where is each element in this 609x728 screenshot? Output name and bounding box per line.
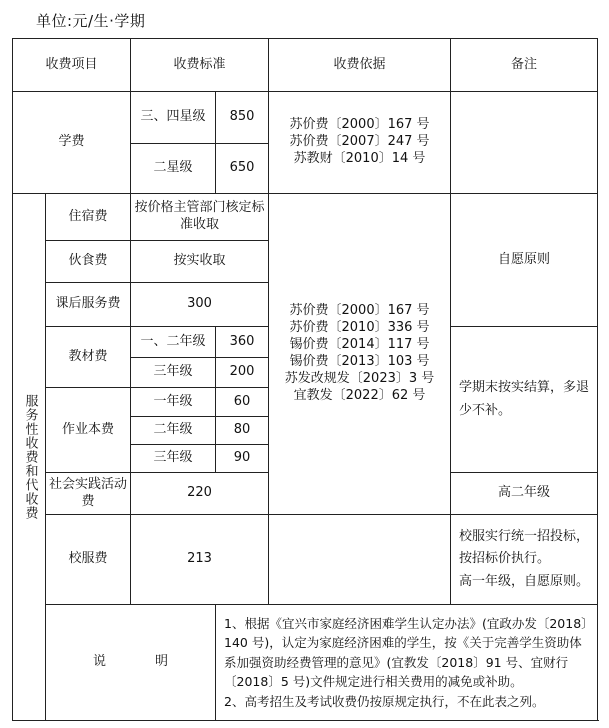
homework-amount: 90 bbox=[216, 445, 269, 473]
explanation-text bbox=[216, 605, 598, 721]
service-group-label bbox=[13, 194, 46, 721]
settlement-remark bbox=[451, 327, 598, 473]
uniform-remark-line: 校服实行统一招投标，按招标价执行。 bbox=[459, 529, 590, 567]
basis-line: 苏价费〔2010〕336 号 bbox=[289, 320, 430, 336]
tuition-grade: 三、四星级 bbox=[131, 92, 216, 144]
homework-label: 作业本费 bbox=[46, 388, 131, 473]
homework-grade: 一年级 bbox=[131, 388, 216, 417]
table-row bbox=[13, 92, 598, 144]
textbook-amount: 200 bbox=[216, 358, 269, 388]
header-basis: 收费依据 bbox=[269, 39, 451, 92]
service-group-text: 服务性收费和代收费 bbox=[22, 394, 38, 520]
uniform-standard: 213 bbox=[131, 515, 269, 605]
service-basis bbox=[269, 194, 451, 515]
basis-line: 苏发改规发〔2023〕3 号 bbox=[284, 370, 435, 386]
textbook-label: 教材费 bbox=[46, 327, 131, 388]
textbook-amount: 360 bbox=[216, 327, 269, 358]
homework-grade: 三年级 bbox=[131, 445, 216, 473]
practice-label: 社会实践活动费 bbox=[46, 473, 131, 515]
tuition-basis bbox=[269, 92, 451, 194]
after-school-label: 课后服务费 bbox=[46, 283, 131, 327]
homework-amount: 80 bbox=[216, 417, 269, 445]
voluntary-remark: 自愿原则 bbox=[451, 194, 598, 327]
textbook-grade: 三年级 bbox=[131, 358, 216, 388]
basis-line: 苏教财〔2010〕14 号 bbox=[293, 150, 426, 166]
header-remark: 备注 bbox=[451, 39, 598, 92]
explanation-label-text: 说 明 bbox=[93, 654, 187, 670]
meals-standard: 按实收取 bbox=[131, 241, 269, 283]
basis-line: 苏价费〔2000〕167 号 bbox=[289, 117, 430, 133]
uniform-basis bbox=[269, 515, 451, 605]
uniform-remark bbox=[451, 515, 598, 605]
accommodation-label: 住宿费 bbox=[46, 194, 131, 241]
basis-line: 锡价费〔2013〕103 号 bbox=[289, 354, 430, 369]
explanation-label bbox=[46, 605, 216, 721]
basis-line: 锡价费〔2014〕117 号 bbox=[289, 337, 430, 353]
practice-remark: 高二年级 bbox=[451, 473, 598, 515]
tuition-amount: 850 bbox=[216, 92, 269, 144]
fee-table bbox=[12, 38, 598, 721]
tuition-grade: 二星级 bbox=[131, 144, 216, 194]
settlement-text: 学期末按实结算，多退少不补。 bbox=[459, 380, 590, 418]
after-school-standard: 300 bbox=[131, 283, 269, 327]
table-row bbox=[13, 515, 598, 605]
explanation-item: 1、根据《宜兴市家庭经济困难学生认定办法》(宜政办发〔2018〕140 号)，认定为家庭经济困难的学生，按《关于完善学生资助体系加强资助经费管理的意见》(宜教发〔2018〕91 号、宜财行〔2018〕5 号)文件规定进行相关费用的减免或补助。 bbox=[224, 616, 588, 690]
uniform-remark-line: 高一年级，自愿原则。 bbox=[459, 573, 590, 589]
basis-line: 苏价费〔2000〕167 号 bbox=[289, 303, 430, 319]
tuition-amount: 650 bbox=[216, 144, 269, 194]
basis-line: 苏价费〔2007〕247 号 bbox=[289, 134, 430, 150]
practice-standard: 220 bbox=[131, 473, 269, 515]
explanation-item: 2、高考招生及考试收费仍按原规定执行，不在此表之列。 bbox=[224, 693, 545, 709]
unit-label: 单位:元/生·学期 bbox=[36, 12, 146, 30]
homework-amount: 60 bbox=[216, 388, 269, 417]
table-row bbox=[13, 194, 598, 241]
header-standard: 收费标准 bbox=[131, 39, 269, 92]
homework-grade: 二年级 bbox=[131, 417, 216, 445]
uniform-label: 校服费 bbox=[46, 515, 131, 605]
tuition-remark bbox=[451, 92, 598, 194]
accommodation-standard: 按价格主管部门核定标准收取 bbox=[131, 194, 269, 241]
header-row bbox=[13, 39, 598, 92]
meals-label: 伙食费 bbox=[46, 241, 131, 283]
basis-line: 宜教发〔2022〕62 号 bbox=[293, 387, 426, 403]
tuition-label: 学费 bbox=[13, 92, 131, 194]
header-item: 收费项目 bbox=[13, 39, 131, 92]
explanation-row bbox=[13, 605, 598, 721]
textbook-grade: 一、二年级 bbox=[131, 327, 216, 358]
